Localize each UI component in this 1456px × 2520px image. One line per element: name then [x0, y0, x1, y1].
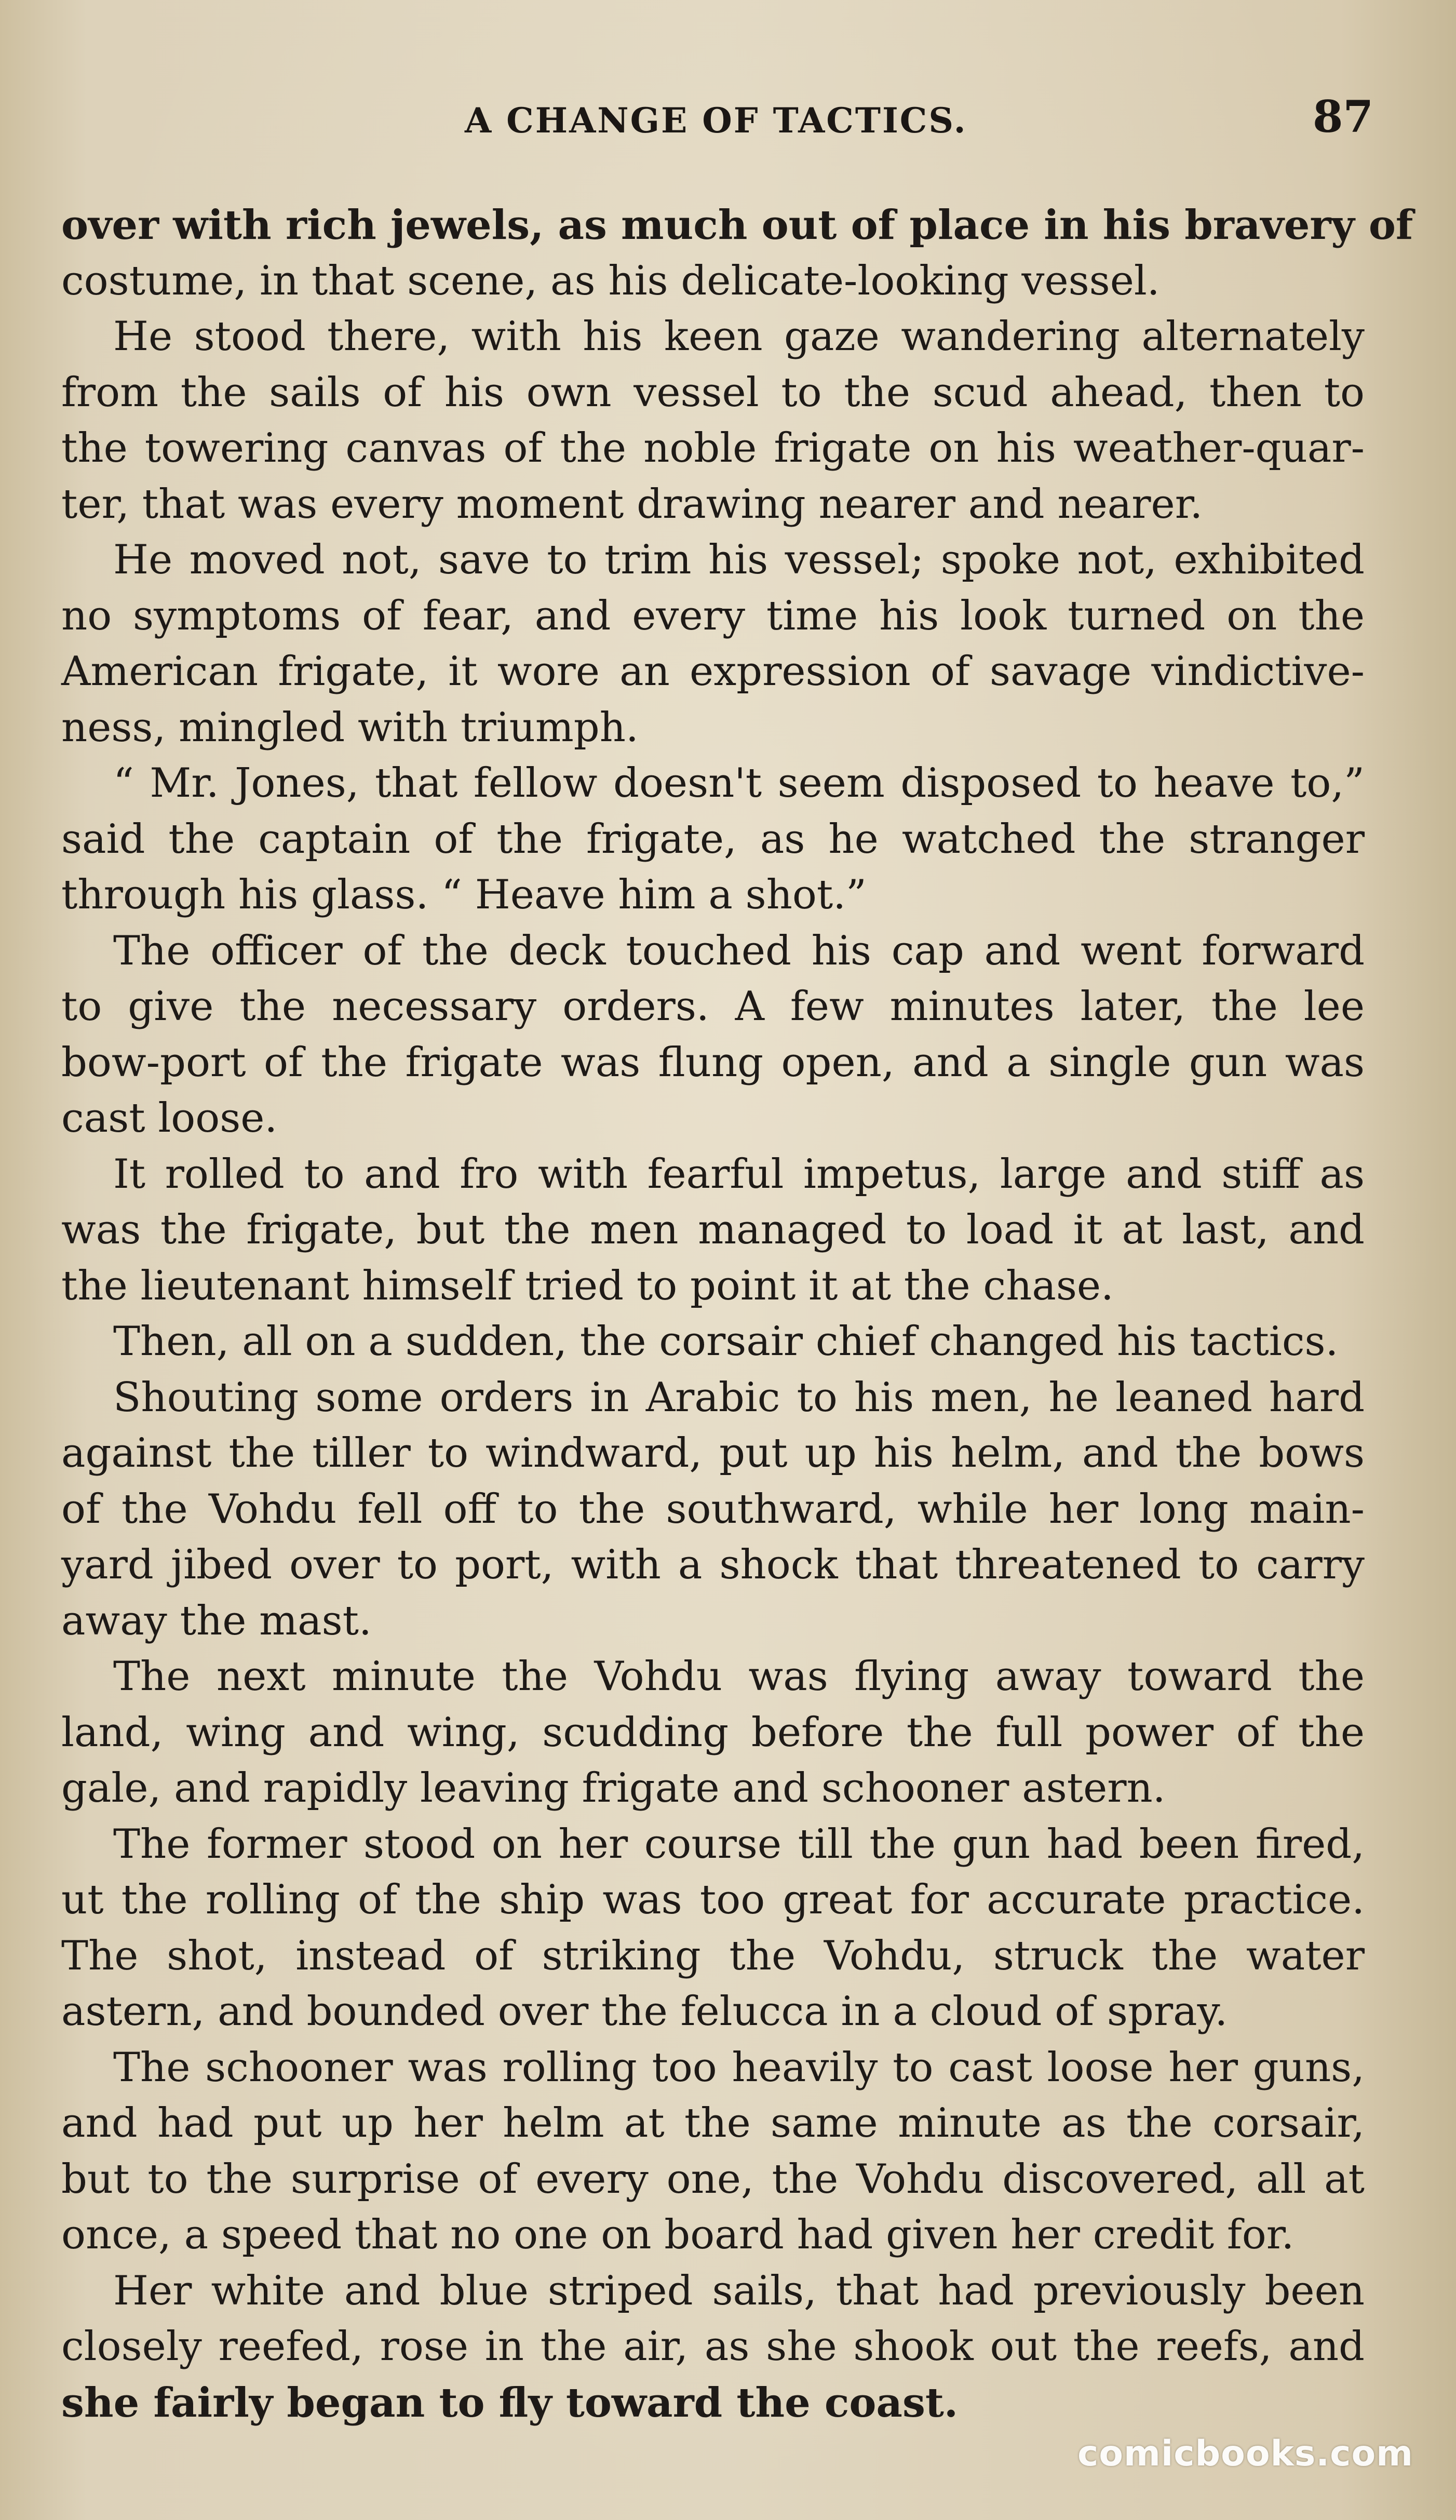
- paragraph: [61, 309, 1365, 532]
- text-line: from the sails of his own vessel to the scud ahead, then to: [61, 369, 1365, 416]
- text-line: The next minute the Vohdu was flying away toward the: [113, 1653, 1365, 1700]
- text-line: astern, and bounded over the felucca in a cloud of spray.: [61, 1988, 1228, 2035]
- text-line: no symptoms of fear, and every time his look turned on the: [61, 592, 1365, 639]
- page-number: 87: [1313, 91, 1373, 142]
- text-line: against the tiller to windward, put up his helm, and the bows: [61, 1430, 1365, 1477]
- text-line: away the mast.: [61, 1597, 372, 1644]
- paragraph: [61, 1370, 1365, 1650]
- paragraph: [61, 2263, 1365, 2431]
- paragraph: [61, 532, 1365, 756]
- text-line: through his glass. “ Heave him a shot.”: [61, 872, 867, 918]
- text-line: He moved not, save to trim his vessel; spoke not, exhibited: [113, 537, 1365, 583]
- text-line: the towering canvas of the noble frigate on his weather-quar-: [61, 425, 1365, 472]
- paragraph: [61, 1147, 1365, 1315]
- text-line: and had put up her helm at the same minute as the corsair,: [61, 2100, 1365, 2147]
- watermark: comicbooks.com: [1077, 2433, 1414, 2474]
- text-line: The shot, instead of striking the Vohdu, struck the water: [61, 1932, 1365, 1979]
- text-line: costume, in that scene, as his delicate-looking vessel.: [61, 257, 1160, 304]
- running-head: [0, 91, 1456, 148]
- text-line: Her white and blue striped sails, that had previously been: [113, 2267, 1365, 2314]
- text-line: cast loose.: [61, 1095, 278, 1142]
- text-line: she fairly began to fly toward the coast.: [61, 2379, 959, 2427]
- text-line: but to the surprise of every one, the Vohdu discovered, all at: [61, 2155, 1365, 2203]
- paragraph: [61, 1817, 1365, 2040]
- text-line: yard jibed over to port, with a shock that threatened to carry: [61, 1542, 1365, 1588]
- text-line: It rolled to and fro with fearful impetus, large and stiff as: [113, 1150, 1365, 1198]
- chapter-heading: A CHANGE OF TACTICS.: [465, 100, 967, 141]
- paragraph: [61, 1649, 1365, 1817]
- paragraph: [61, 1314, 1365, 1370]
- text-line: The officer of the deck touched his cap and went forward: [113, 927, 1365, 974]
- body-text: [61, 197, 1413, 2431]
- text-line: gale, and rapidly leaving frigate and schooner astern.: [61, 1765, 1166, 1812]
- text-line: to give the necessary orders. A few minutes later, the lee: [61, 983, 1365, 1030]
- text-line: American frigate, it wore an expression of savage vindictive-: [61, 648, 1365, 695]
- paragraph: [61, 756, 1365, 923]
- paragraph: [61, 923, 1365, 1147]
- text-line: He stood there, with his keen gaze wandering alternately: [113, 313, 1365, 360]
- text-line: of the Vohdu fell off to the southward, while her long main-: [61, 1485, 1365, 1533]
- text-line: once, a speed that no one on board had given her credit for.: [61, 2211, 1295, 2258]
- text-line: over with rich jewels, as much out of place in his bravery of: [61, 202, 1413, 249]
- paragraph: [61, 2040, 1365, 2263]
- text-line: “ Mr. Jones, that fellow doesn't seem disposed to heave to,”: [113, 760, 1365, 807]
- text-line: land, wing and wing, scudding before the full power of the: [61, 1709, 1365, 1756]
- text-line: Then, all on a sudden, the corsair chief changed his tactics.: [113, 1318, 1339, 1365]
- text-line: The former stood on her course till the gun had been fired,: [113, 1820, 1365, 1868]
- text-line: closely reefed, rose in the air, as she shook out the reefs, and: [61, 2323, 1365, 2370]
- text-line: ter, that was every moment drawing nearer and nearer.: [61, 480, 1203, 528]
- text-line: ness, mingled with triumph.: [61, 704, 639, 751]
- text-line: The schooner was rolling too heavily to cast loose her guns,: [113, 2044, 1365, 2091]
- text-line: bow-port of the frigate was flung open, and a single gun was: [61, 1039, 1365, 1086]
- paragraph: [61, 197, 1413, 309]
- text-line: was the frigate, but the men managed to load it at last, and: [61, 1207, 1365, 1253]
- text-line: ut the rolling of the ship was too great for accurate practice.: [61, 1876, 1365, 1923]
- text-line: Shouting some orders in Arabic to his men, he leaned hard: [113, 1374, 1365, 1421]
- text-line: the lieutenant himself tried to point it at the chase.: [61, 1262, 1114, 1309]
- text-line: said the captain of the frigate, as he watched the stranger: [61, 815, 1365, 863]
